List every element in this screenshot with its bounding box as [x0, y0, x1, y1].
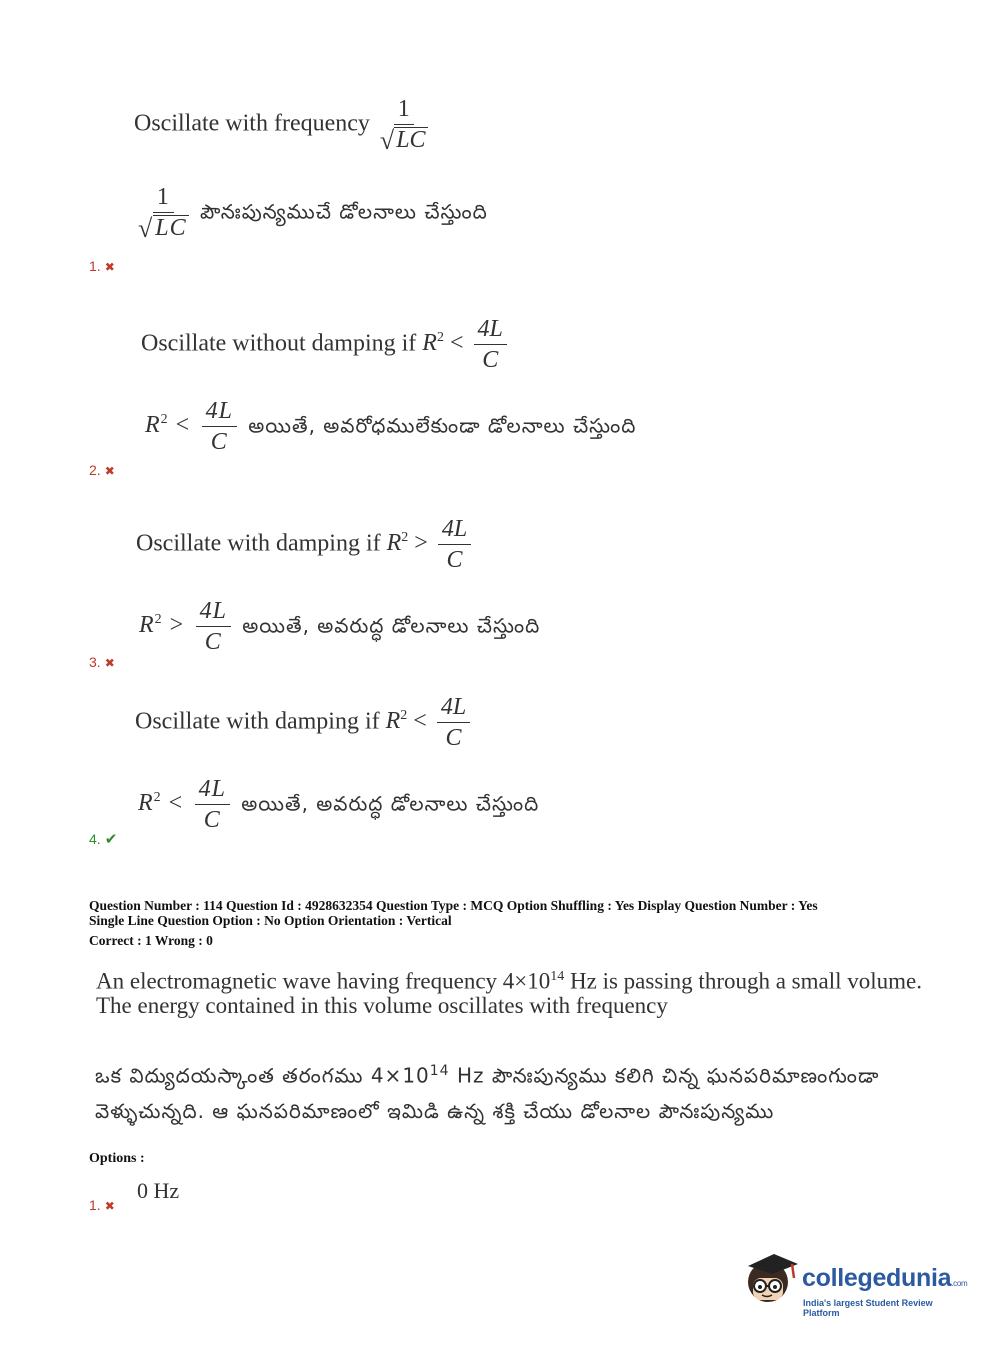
- logo-tagline: India's largest Student Review Platform: [803, 1298, 933, 1318]
- fraction-denominator: √ LC: [138, 213, 187, 243]
- fraction-denominator: √ LC: [379, 125, 426, 155]
- option-3-marker: [89, 654, 115, 670]
- option-4-marker: [89, 830, 117, 848]
- wrong-cross-icon: ✖: [104, 260, 115, 274]
- exponent: 14: [550, 969, 565, 984]
- fraction-numerator: 4L: [474, 316, 507, 345]
- fraction-numerator: 4L: [202, 398, 237, 427]
- question-telugu-text: ఒక విద్యుదయస్కాంత తరంగము 4×10: [95, 1063, 430, 1088]
- question-meta-line3: Correct : 1 Wrong : 0: [89, 933, 213, 948]
- condition-lhs: R: [145, 412, 161, 439]
- condition-operator: <: [413, 708, 427, 735]
- option-3-telugu: [139, 598, 540, 656]
- condition-operator: <: [175, 412, 191, 439]
- fraction-numerator: 4L: [437, 694, 470, 723]
- condition-lhs: R: [422, 330, 437, 357]
- condition-operator: <: [168, 790, 184, 817]
- option-number: 1.: [89, 258, 101, 274]
- option-4-telugu: [138, 776, 539, 834]
- condition-operator: >: [414, 530, 428, 557]
- condition-exponent: 2: [400, 708, 408, 724]
- wrong-cross-icon: ✖: [104, 1199, 115, 1213]
- fraction-numerator: 1: [153, 184, 174, 213]
- fraction-denominator: C: [482, 347, 499, 374]
- option-2-english-fraction: [474, 316, 507, 374]
- wrong-cross-icon: ✖: [104, 656, 115, 670]
- option-1-telugu-fraction: [138, 184, 189, 242]
- option-2-telugu-fraction: [202, 398, 237, 456]
- new-option-1-text: 0 Hz: [137, 1178, 180, 1203]
- condition-exponent: 2: [153, 790, 162, 806]
- question-telugu-line1: [95, 1063, 879, 1093]
- option-1-english: [134, 96, 432, 154]
- sqrt-radicand: LC: [396, 127, 426, 154]
- option-1-english-fraction: [380, 96, 428, 154]
- fraction-numerator: 4L: [438, 516, 471, 545]
- question-meta-line2: Single Line Question Option : No Option Orientation : Vertical: [89, 913, 452, 928]
- condition-exponent: 2: [160, 412, 169, 428]
- option-2-english-text: Oscillate without damping if: [141, 330, 417, 357]
- option-2-telugu-text: అయితే, అవరోధములేకుండా డోలనాలు చేస్తుంది: [248, 413, 637, 438]
- option-3-english-text: Oscillate with damping if: [136, 530, 381, 557]
- exponent: 14: [429, 1063, 450, 1079]
- option-4-telugu-fraction: [195, 776, 230, 834]
- option-number: 4.: [89, 831, 101, 847]
- fraction-denominator: C: [203, 807, 221, 834]
- question-meta-line1: Question Number : 114 Question Id : 4928632354 Question Type : MCQ Option Shuffling : Yes Display Question Number : Yes: [89, 898, 818, 913]
- condition-exponent: 2: [401, 530, 409, 546]
- option-3-telugu-fraction: [196, 598, 231, 656]
- fraction-denominator: C: [446, 547, 463, 574]
- question-telugu-text: Hz పౌనఃపున్యము కలిగి చిన్న ఘనపరిమాణంగుండా: [449, 1063, 880, 1088]
- option-3-english: [136, 516, 475, 574]
- option-2-marker: [89, 462, 115, 478]
- sqrt-radicand: LC: [155, 215, 187, 242]
- wrong-cross-icon: ✖: [104, 464, 115, 478]
- option-number: 3.: [89, 654, 101, 670]
- logo-name: collegedunia: [802, 1264, 952, 1292]
- condition-operator: >: [169, 612, 185, 639]
- correct-check-icon: ✔: [104, 831, 118, 848]
- option-4-telugu-text: అయితే, అవరుద్ధ డోలనాలు చేస్తుంది: [241, 791, 540, 816]
- option-2-english: [141, 316, 511, 374]
- condition-lhs: R: [386, 530, 402, 557]
- question-text: An electromagnetic wave having frequency 4×10: [96, 968, 551, 994]
- condition-operator: <: [449, 330, 464, 357]
- option-1-marker: [89, 258, 115, 274]
- condition-lhs: R: [385, 708, 401, 735]
- option-4-english-text: Oscillate with damping if: [135, 708, 380, 735]
- collegedunia-logo: [740, 1248, 970, 1318]
- question-english-line2: The energy contained in this volume oscillates with frequency: [96, 993, 668, 1018]
- options-label: Options :: [89, 1151, 145, 1166]
- fraction-numerator: 1: [394, 96, 414, 125]
- option-1-english-text: Oscillate with frequency: [134, 110, 370, 137]
- option-3-telugu-text: అయితే, అవరుద్ధ డోలనాలు చేస్తుంది: [242, 613, 541, 638]
- fraction-denominator: C: [210, 429, 228, 456]
- option-number: 2.: [89, 462, 101, 478]
- condition-lhs: R: [139, 612, 155, 639]
- option-3-english-fraction: [438, 516, 471, 574]
- logo-suffix: .com: [951, 1279, 968, 1288]
- logo-wordmark: [802, 1264, 967, 1293]
- fraction-numerator: 4L: [195, 776, 230, 805]
- option-1-telugu-text: పౌనఃపున్యముచే డోలనాలు చేస్తుంది: [200, 199, 488, 224]
- question-text: Hz is passing through a small volume.: [564, 968, 923, 994]
- fraction-numerator: 4L: [196, 598, 231, 627]
- fraction-denominator: C: [204, 629, 222, 656]
- option-2-telugu: [145, 398, 636, 456]
- fraction-denominator: C: [445, 725, 462, 752]
- mascot-icon: [740, 1248, 802, 1310]
- condition-exponent: 2: [154, 612, 163, 628]
- option-1-telugu: [134, 184, 488, 242]
- condition-exponent: 2: [436, 330, 444, 346]
- new-option-1-marker: [89, 1197, 115, 1213]
- question-telugu-line2: వెళ్ళుచున్నది. ఆ ఘనపరిమాణంలో ఇమిడి ఉన్న శక్తి చేయు డోలనాల పౌనఃపున్యము: [95, 1099, 775, 1123]
- condition-lhs: R: [138, 790, 154, 817]
- option-4-english: [135, 694, 474, 752]
- option-4-english-fraction: [437, 694, 470, 752]
- option-number: 1.: [89, 1197, 101, 1213]
